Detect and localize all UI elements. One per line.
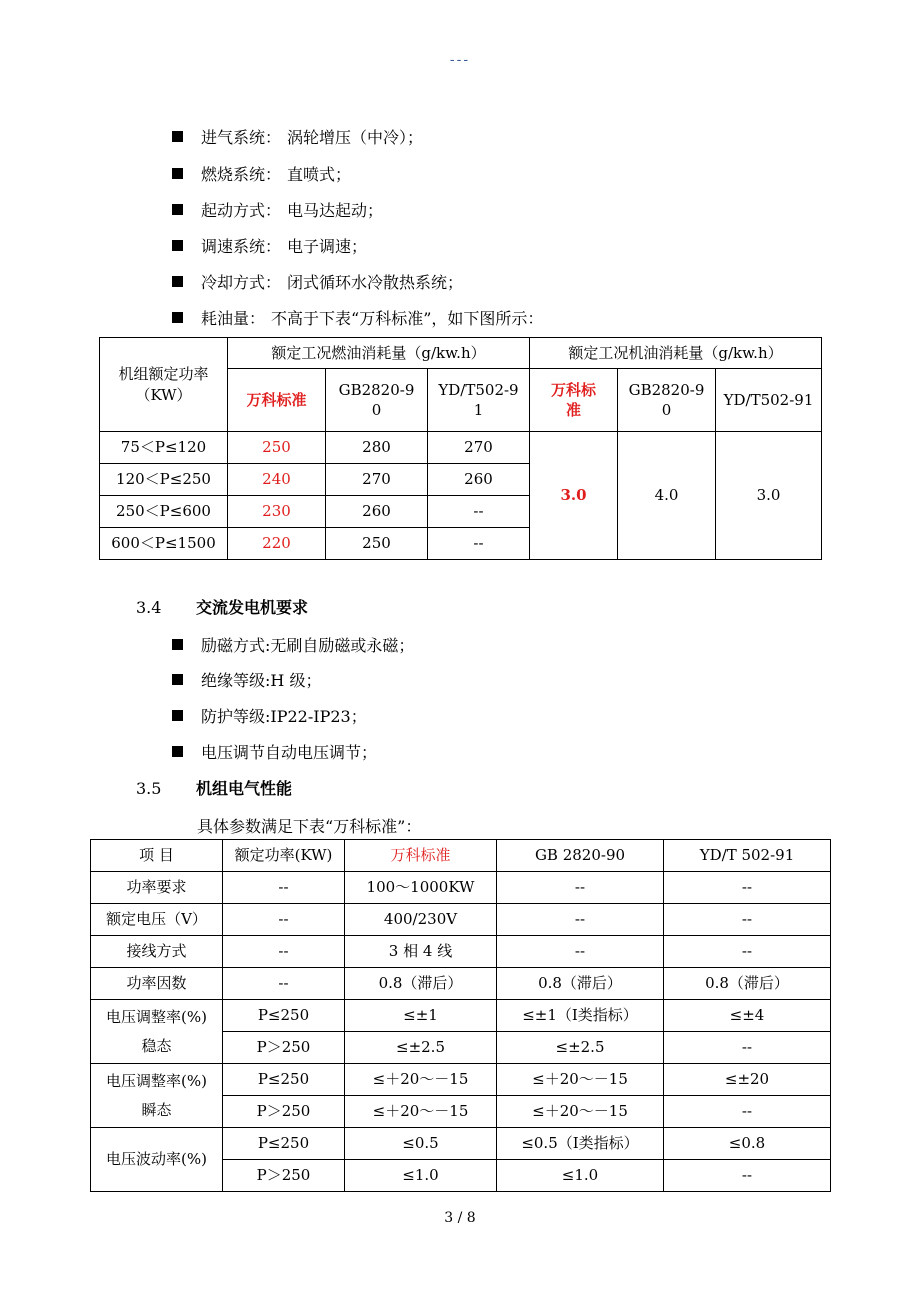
power-cell: 120＜P≤250 [100, 464, 228, 496]
power-header: 额定功率(KW) [223, 840, 345, 872]
electrical-performance-table [90, 839, 831, 1192]
gb-cell: -- [497, 872, 664, 904]
item-cell: 功率要求 [91, 872, 223, 904]
power-cell: -- [223, 968, 345, 1000]
square-bullet-icon [172, 312, 183, 323]
gb-cell: 250 [326, 528, 428, 560]
bullet-intake: 进气系统： 涡轮增压（中冷）； [172, 128, 423, 148]
gb-cell: ≤±1（Ⅰ类指标） [497, 1000, 664, 1032]
bullet-excitation: 励磁方式:无刷自励磁或永磁； [172, 636, 414, 656]
square-bullet-icon [172, 131, 183, 142]
bullet-combustion: 燃烧系统： 直喷式； [172, 165, 351, 185]
yd-cell: -- [664, 872, 831, 904]
gb-cell: ≤0.5（Ⅰ类指标） [497, 1128, 664, 1160]
intro-text: 具体参数满足下表“万科标准”： [197, 817, 422, 836]
yd-cell: -- [664, 1032, 831, 1064]
table-row [91, 904, 831, 936]
oil-vanke-header: 万科标准 [530, 369, 618, 432]
gb-cell: ≤1.0 [497, 1160, 664, 1192]
gb-cell: ≤＋20～－15 [497, 1064, 664, 1096]
square-bullet-icon [172, 240, 183, 251]
square-bullet-icon [172, 204, 183, 215]
vanke-cell: 250 [228, 432, 326, 464]
fuel-yd-header: YD/T502-91 [428, 369, 530, 432]
fuel-group-header: 额定工况燃油消耗量（g/kw.h） [228, 338, 530, 369]
yd-cell: 270 [428, 432, 530, 464]
power-cell: P≤250 [223, 1064, 345, 1096]
yd-cell: -- [664, 936, 831, 968]
item-cell-fluctuation: 电压波动率(%) [91, 1128, 223, 1192]
yd-cell: 260 [428, 464, 530, 496]
section-heading-3-5: 3.5 机组电气性能 [136, 779, 293, 798]
bullet-protection: 防护等级:IP22-IP23； [172, 707, 367, 727]
yd-cell: -- [664, 1096, 831, 1128]
table-row [91, 968, 831, 1000]
vanke-cell: ≤0.5 [345, 1128, 497, 1160]
yd-header: YD/T 502-91 [664, 840, 831, 872]
bullet-cooling: 冷却方式： 闭式循环水冷散热系统； [172, 273, 463, 293]
item-cell: 额定电压（V） [91, 904, 223, 936]
yd-cell: ≤0.8 [664, 1128, 831, 1160]
oil-yd-header: YD/T502-91 [716, 369, 822, 432]
vanke-cell: 3 相 4 线 [345, 936, 497, 968]
table-row [91, 872, 831, 904]
item-cell-transient: 电压调整率(%) 瞬态 [91, 1064, 223, 1128]
power-cell: P≤250 [223, 1000, 345, 1032]
item-cell: 接线方式 [91, 936, 223, 968]
yd-cell: -- [664, 1160, 831, 1192]
item-header: 项 目 [91, 840, 223, 872]
bullet-insulation: 绝缘等级:H 级； [172, 671, 321, 691]
vanke-header: 万科标准 [345, 840, 497, 872]
bullet-governor: 调速系统： 电子调速； [172, 237, 367, 257]
oil-yd-cell: 3.0 [716, 432, 822, 560]
power-cell: 600＜P≤1500 [100, 528, 228, 560]
table-row [91, 936, 831, 968]
gb-cell: 270 [326, 464, 428, 496]
vanke-cell: ≤±1 [345, 1000, 497, 1032]
power-cell: P＞250 [223, 1096, 345, 1128]
vanke-cell: 230 [228, 496, 326, 528]
gb-cell: -- [497, 904, 664, 936]
table-row [91, 1128, 831, 1160]
vanke-cell: 0.8（滞后） [345, 968, 497, 1000]
power-cell: -- [223, 872, 345, 904]
vanke-cell: ≤＋20～－15 [345, 1064, 497, 1096]
power-cell: -- [223, 936, 345, 968]
header-mark: --- [449, 52, 471, 68]
power-cell: P＞250 [223, 1032, 345, 1064]
square-bullet-icon [172, 639, 183, 650]
section-heading-3-4: 3.4 交流发电机要求 [136, 598, 309, 617]
oil-group-header: 额定工况机油消耗量（g/kw.h） [530, 338, 822, 369]
rated-power-header: 机组额定功率（KW） [100, 338, 228, 432]
oil-gb-cell: 4.0 [618, 432, 716, 560]
item-cell-steady: 电压调整率(%) 稳态 [91, 1000, 223, 1064]
gb-cell: ≤±2.5 [497, 1032, 664, 1064]
yd-cell: -- [664, 904, 831, 936]
table-row [100, 432, 822, 464]
power-cell: 75＜P≤120 [100, 432, 228, 464]
oil-vanke-cell: 3.0 [530, 432, 618, 560]
page-number: 3 / 8 [444, 1210, 476, 1226]
square-bullet-icon [172, 710, 183, 721]
square-bullet-icon [172, 674, 183, 685]
vanke-cell: 400/230V [345, 904, 497, 936]
gb-cell: 280 [326, 432, 428, 464]
square-bullet-icon [172, 168, 183, 179]
power-cell: P≤250 [223, 1128, 345, 1160]
bullet-start: 起动方式： 电马达起动； [172, 201, 383, 221]
yd-cell: ≤±20 [664, 1064, 831, 1096]
fuel-consumption-table [99, 337, 822, 560]
vanke-cell: 240 [228, 464, 326, 496]
item-cell: 功率因数 [91, 968, 223, 1000]
yd-cell: ≤±4 [664, 1000, 831, 1032]
gb-cell: 0.8（滞后） [497, 968, 664, 1000]
gb-header: GB 2820-90 [497, 840, 664, 872]
bullet-fuel: 耗油量： 不高于下表“万科标准”，如下图所示： [172, 309, 543, 329]
table-row [91, 1000, 831, 1032]
square-bullet-icon [172, 276, 183, 287]
vanke-cell: 220 [228, 528, 326, 560]
bullet-voltage-regulation: 电压调节自动电压调节； [172, 743, 377, 763]
vanke-cell: ≤＋20～－15 [345, 1096, 497, 1128]
yd-cell: -- [428, 528, 530, 560]
oil-gb-header: GB2820-90 [618, 369, 716, 432]
square-bullet-icon [172, 746, 183, 757]
gb-cell: -- [497, 936, 664, 968]
fuel-gb-header: GB2820-90 [326, 369, 428, 432]
gb-cell: 260 [326, 496, 428, 528]
table-row [91, 1064, 831, 1096]
yd-cell: -- [428, 496, 530, 528]
yd-cell: 0.8（滞后） [664, 968, 831, 1000]
vanke-cell: 100～1000KW [345, 872, 497, 904]
vanke-cell: ≤±2.5 [345, 1032, 497, 1064]
power-cell: P＞250 [223, 1160, 345, 1192]
fuel-vanke-header: 万科标准 [228, 369, 326, 432]
power-cell: 250＜P≤600 [100, 496, 228, 528]
gb-cell: ≤＋20～－15 [497, 1096, 664, 1128]
power-cell: -- [223, 904, 345, 936]
vanke-cell: ≤1.0 [345, 1160, 497, 1192]
